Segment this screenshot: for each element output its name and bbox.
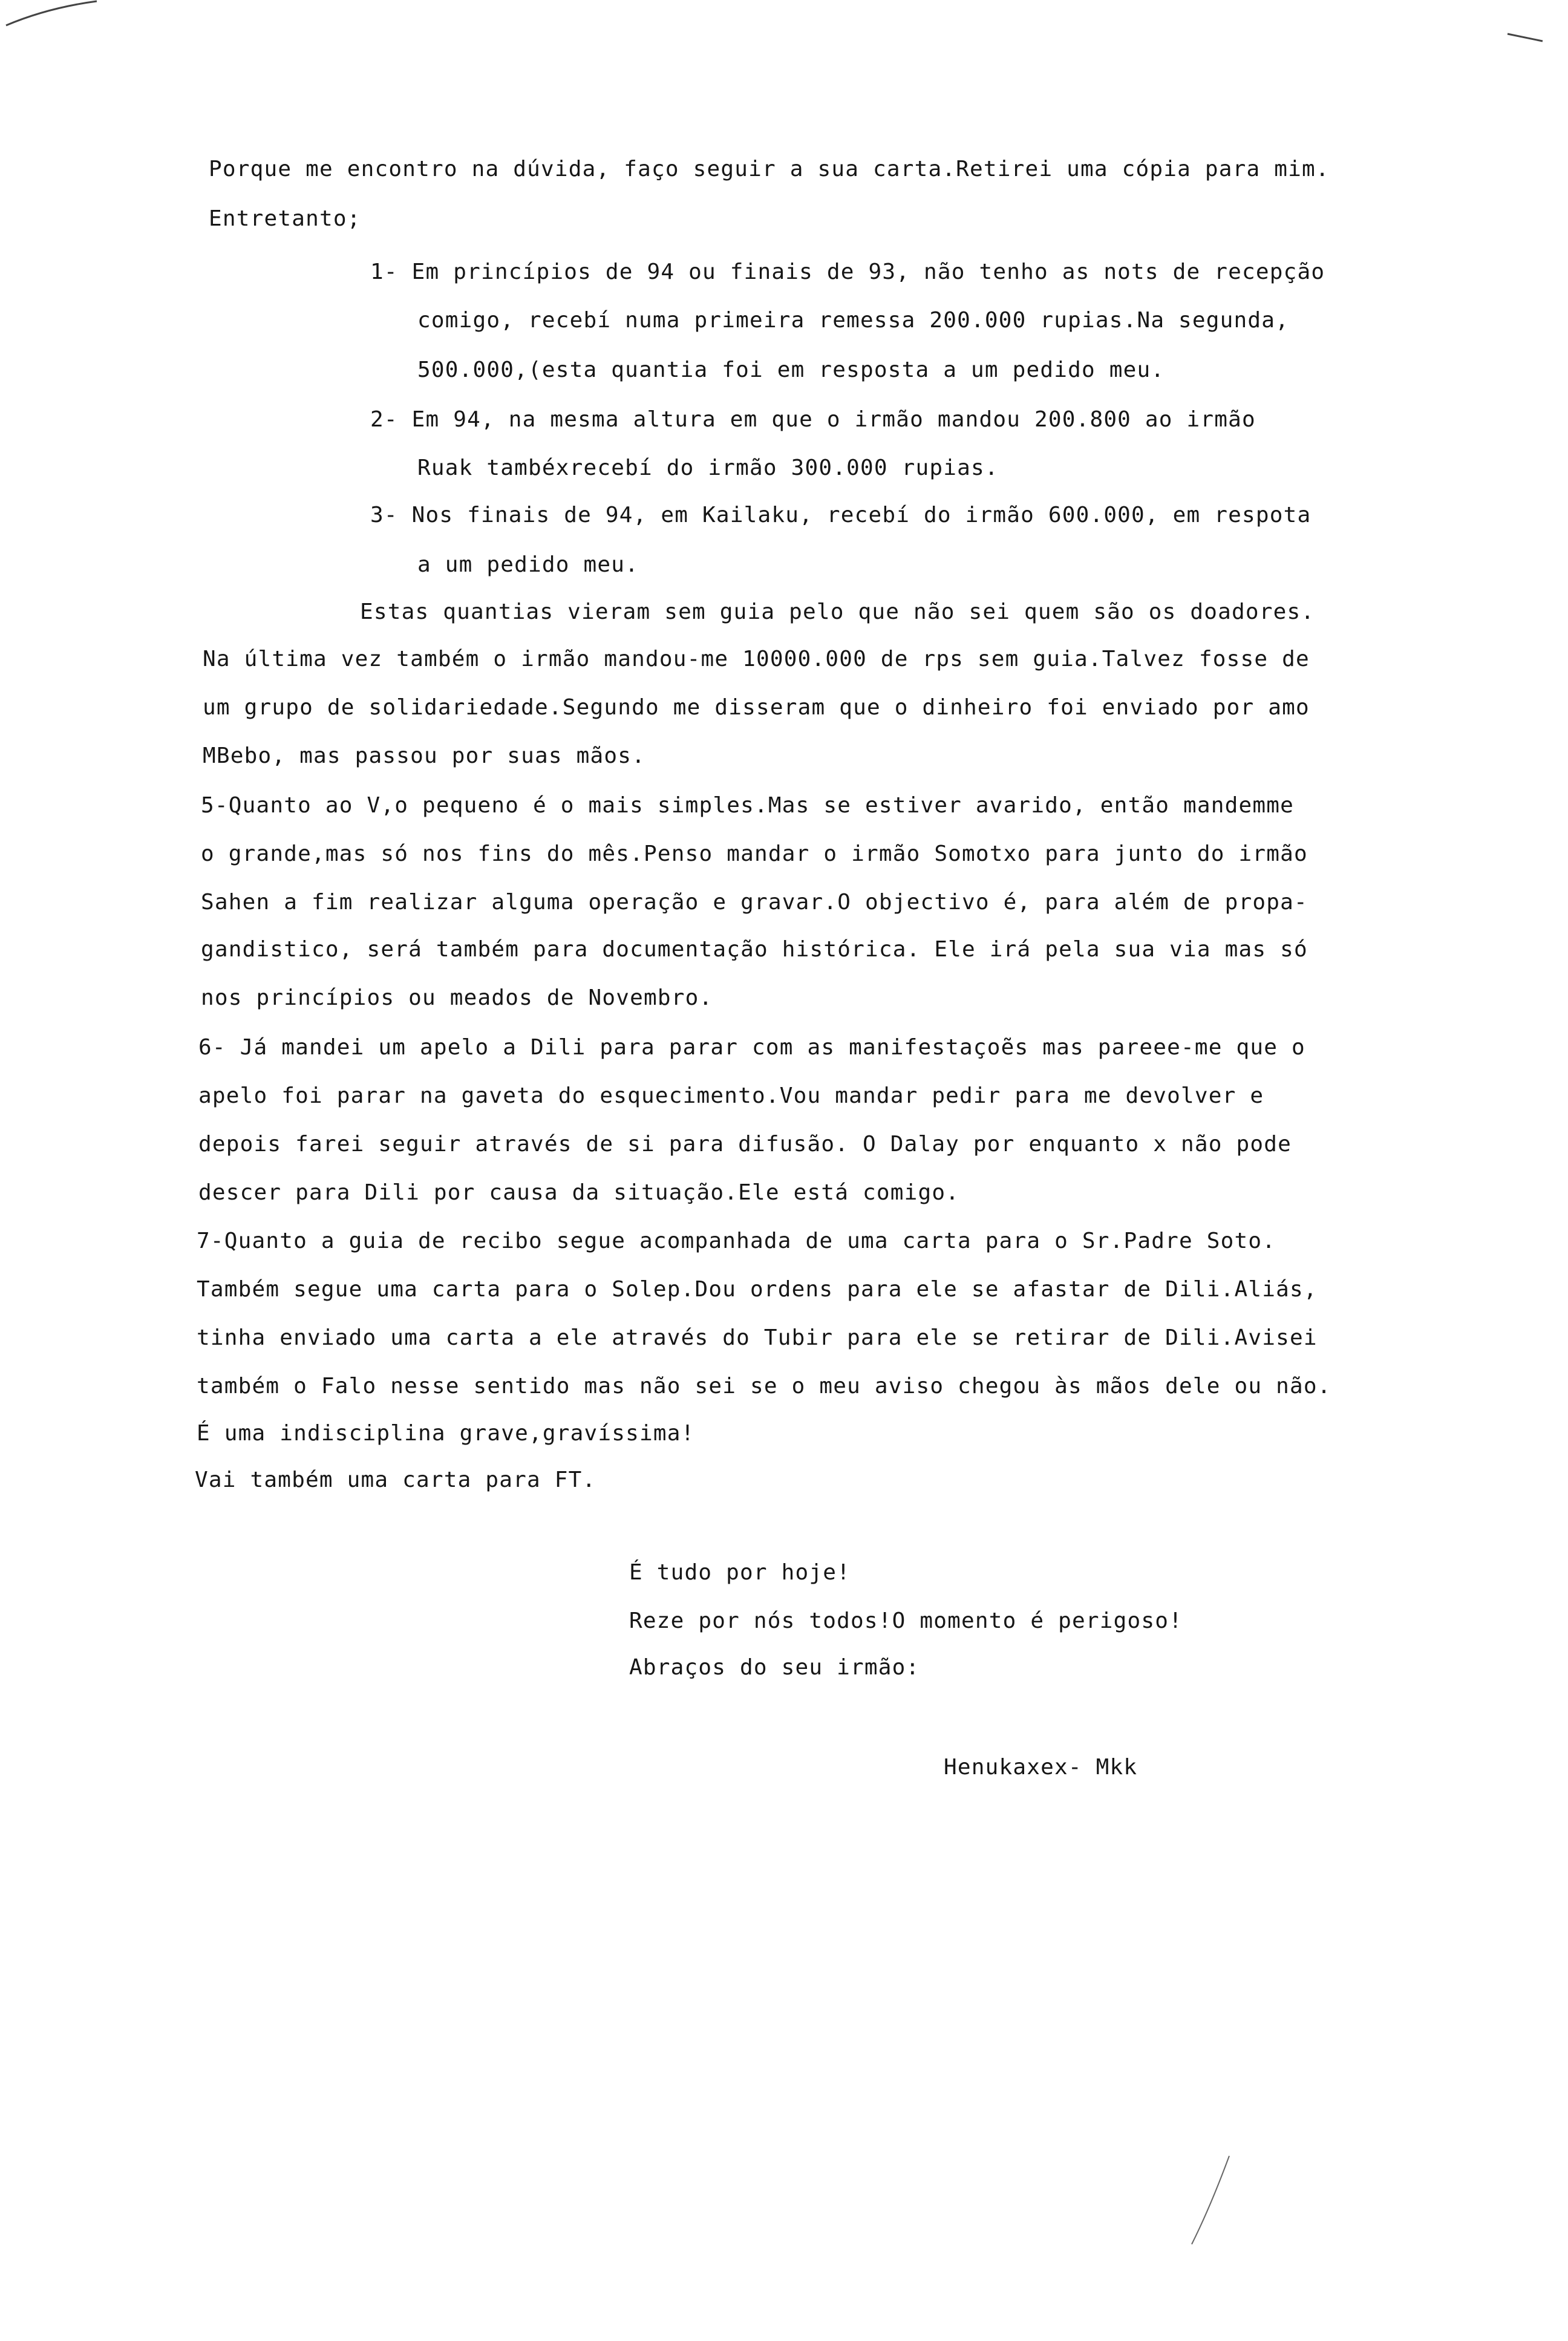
item-7-line-2: Também segue uma carta para o Solep.Dou ordens para ele se afastar de Dili.Aliás, <box>197 1277 1318 1302</box>
item-3-line-2: a um pedido meu. <box>417 552 639 577</box>
signature: Henukaxex- Mkk <box>944 1755 1138 1780</box>
item-5-line-4: gandistico, será também para documentação histórica. Ele irá pela sua via mas só <box>201 937 1308 962</box>
item-5-line-5: nos princípios ou meados de Novembro. <box>201 985 713 1010</box>
item-1-line-1: 1- Em princípios de 94 ou finais de 93, não tenho as nots de recepção <box>370 260 1325 284</box>
item-6-line-2: apelo foi parar na gaveta do esquecimento.Vou mandar pedir para me devolver e <box>198 1083 1264 1108</box>
item-3-line-1: 3- Nos finais de 94, em Kailaku, recebí do irmão 600.000, em respota <box>370 503 1312 527</box>
item-6-line-3: depois farei seguir através de si para difusão. O Dalay por enquanto x não pode <box>198 1132 1292 1157</box>
paragraph-a-line-1: Estas quantias vieram sem guia pelo que não sei quem são os doadores. <box>360 599 1315 624</box>
paragraph-a-line-4: MBebo, mas passou por suas mãos. <box>203 743 645 768</box>
item-1-line-2: comigo, recebí numa primeira remessa 200.000 rupias.Na segunda, <box>417 308 1290 333</box>
closing-line-2: Reze por nós todos!O momento é perigoso! <box>629 1608 1183 1633</box>
paragraph-a-line-3: um grupo de solidariedade.Segundo me disseram que o dinheiro foi enviado por amo <box>203 695 1310 720</box>
intro-line-1: Porque me encontro na dúvida, faço seguir a sua carta.Retirei uma cópia para mim. <box>209 157 1330 181</box>
item-7-line-3: tinha enviado uma carta a ele através do Tubir para ele se retirar de Dili.Avisei <box>197 1325 1318 1350</box>
item-6-line-1: 6- Já mandei um apelo a Dili para parar com as manifestaçoẽs mas pareee-me que o <box>198 1035 1305 1060</box>
closing-line-3: Abraços do seu irmão: <box>629 1655 920 1680</box>
item-2-line-2: Ruak tambéxrecebí do irmão 300.000 rupias. <box>417 455 999 480</box>
scan-mark-bottom-right <box>1186 2153 1234 2250</box>
item-5-line-1: 5-Quanto ao V,o pequeno é o mais simples.Mas se estiver avarido, então mandemme <box>201 793 1295 818</box>
closing-line-1: É tudo por hoje! <box>629 1560 851 1585</box>
item-7-line-4: também o Falo nesse sentido mas não sei se o meu aviso chegou às mãos dele ou não. <box>197 1374 1331 1399</box>
paragraph-a-line-2: Na última vez também o irmão mandou-me 10000.000 de rps sem guia.Talvez fosse de <box>203 647 1310 671</box>
item-7-line-1: 7-Quanto a guia de recibo segue acompanhada de uma carta para o Sr.Padre Soto. <box>197 1229 1276 1253</box>
item-1-line-3: 500.000,(esta quantia foi em resposta a um pedido meu. <box>417 358 1165 382</box>
scan-mark-top-right <box>1506 30 1549 48</box>
item-6-line-4: descer para Dili por causa da situação.Ele está comigo. <box>198 1180 960 1205</box>
item-5-line-3: Sahen a fim realizar alguma operação e gravar.O objectivo é, para além de propa- <box>201 890 1308 915</box>
item-5-line-2: o grande,mas só nos fins do mês.Penso mandar o irmão Somotxo para junto do irmão <box>201 841 1308 866</box>
item-7-line-5: É uma indisciplina grave,gravíssima! <box>197 1421 695 1446</box>
intro-line-2: Entretanto; <box>209 206 361 231</box>
item-7-line-6: Vai também uma carta para FT. <box>195 1468 596 1492</box>
item-2-line-1: 2- Em 94, na mesma altura em que o irmão mandou 200.800 ao irmão <box>370 407 1256 432</box>
scan-mark-top-left <box>0 0 103 30</box>
